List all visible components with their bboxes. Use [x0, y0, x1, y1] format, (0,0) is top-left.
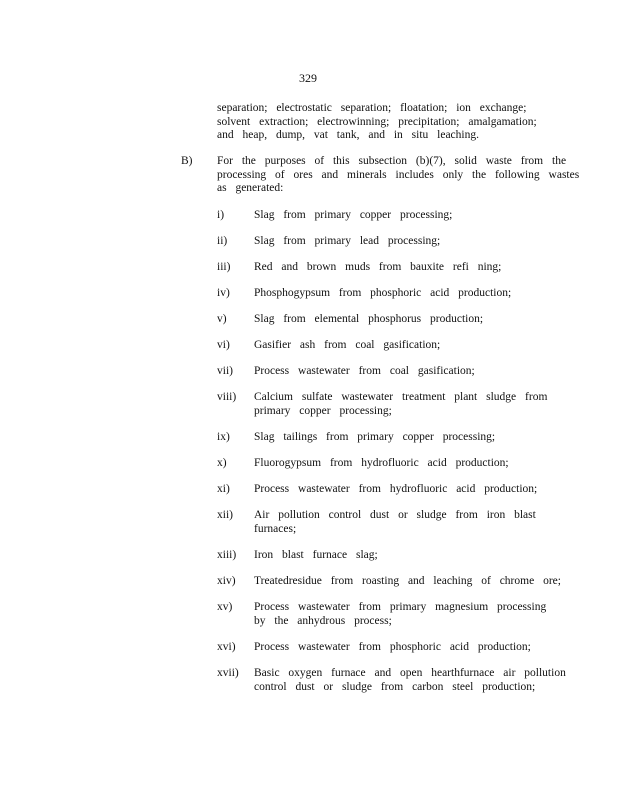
list-item-number: vii) — [217, 365, 233, 377]
list-item-text — [254, 287, 554, 301]
list-item-text — [254, 601, 554, 628]
list-item-number: ii) — [217, 235, 228, 247]
list-item-number: xvii) — [217, 667, 239, 679]
list-item-text — [254, 431, 554, 445]
page-number: 329 — [299, 71, 317, 85]
intro-line: solvent extraction; electrowinning; precipitation; amalgamation; — [217, 115, 537, 128]
list-item-text — [254, 339, 554, 353]
list-item-line: Red and brown muds from bauxite refi ning; — [254, 261, 502, 273]
list-item-line: Process wastewater from coal gasification; — [254, 365, 475, 377]
section-label: B) — [181, 155, 193, 167]
intro-line: separation; electrostatic separation; floatation; ion exchange; — [217, 102, 527, 114]
list-item-number: xi) — [217, 483, 230, 495]
list-item-line: Process wastewater from phosphoric acid production; — [254, 641, 531, 653]
list-item-line: Air pollution control dust or sludge from iron blast — [254, 509, 536, 521]
list-item-text — [254, 365, 554, 379]
list-item-line: Slag from elemental phosphorus production; — [254, 313, 484, 325]
list-item-line: Slag tailings from primary copper processing; — [254, 431, 496, 443]
list-item-number: i) — [217, 209, 225, 221]
list-item-number: v) — [217, 313, 227, 325]
list-item-number: viii) — [217, 391, 237, 403]
section-line: For the purposes of this subsection (b)(7), solid waste from the — [217, 155, 567, 167]
list-item-line: Iron blast furnace slag; — [254, 549, 378, 561]
list-item-text — [254, 483, 554, 497]
list-item-line: control dust or sludge from carbon steel production; — [254, 680, 536, 693]
list-item-line: Treatedresidue from roasting and leaching of chrome ore; — [254, 575, 561, 587]
section-line: as generated: — [217, 182, 284, 194]
list-item-line: Slag from primary lead processing; — [254, 235, 441, 247]
list-item-text — [254, 509, 554, 536]
list-item-line: Process wastewater from hydrofluoric acid production; — [254, 483, 538, 495]
list-item-number: xv) — [217, 601, 233, 613]
list-item-text — [254, 575, 561, 589]
list-item-text — [254, 313, 554, 327]
list-item-line: by the anhydrous process; — [254, 614, 392, 627]
list-item-text — [254, 641, 554, 655]
list-item-number: ix) — [217, 431, 230, 443]
list-item-line: primary copper processing; — [254, 404, 392, 417]
list-item-text — [254, 667, 566, 694]
list-item-number: iv) — [217, 287, 230, 299]
intro-line: and heap, dump, vat tank, and in situ leaching. — [217, 129, 479, 141]
list-item-line: Calcium sulfate wastewater treatment plant sludge from — [254, 391, 548, 403]
list-item-number: x) — [217, 457, 227, 469]
list-item-text — [254, 235, 554, 249]
list-item-line: Fluorogypsum from hydrofluoric acid production; — [254, 457, 509, 469]
list-item-line: Phosphogypsum from phosphoric acid production; — [254, 287, 512, 299]
list-item-line: Basic oxygen furnace and open hearthfurnace air pollution — [254, 667, 566, 679]
list-item-text — [254, 391, 554, 418]
intro-paragraph — [217, 102, 537, 143]
list-item-number: xvi) — [217, 641, 236, 653]
list-item-text — [254, 457, 554, 471]
list-item-line: Gasifier ash from coal gasification; — [254, 339, 441, 351]
section-paragraph — [217, 155, 580, 196]
list-item-number: xiii) — [217, 549, 237, 561]
list-item-number: xii) — [217, 509, 233, 521]
section-line: processing of ores and minerals includes only the following wastes — [217, 168, 580, 181]
list-item-number: iii) — [217, 261, 231, 273]
list-item-text — [254, 261, 554, 275]
list-item-number: vi) — [217, 339, 230, 351]
list-item-line: Process wastewater from primary magnesium processing — [254, 601, 547, 613]
list-item-line: furnaces; — [254, 522, 297, 535]
list-item-text — [254, 209, 554, 223]
list-item-line: Slag from primary copper processing; — [254, 209, 453, 221]
list-item-text — [254, 549, 554, 563]
list-item-number: xiv) — [217, 575, 236, 587]
